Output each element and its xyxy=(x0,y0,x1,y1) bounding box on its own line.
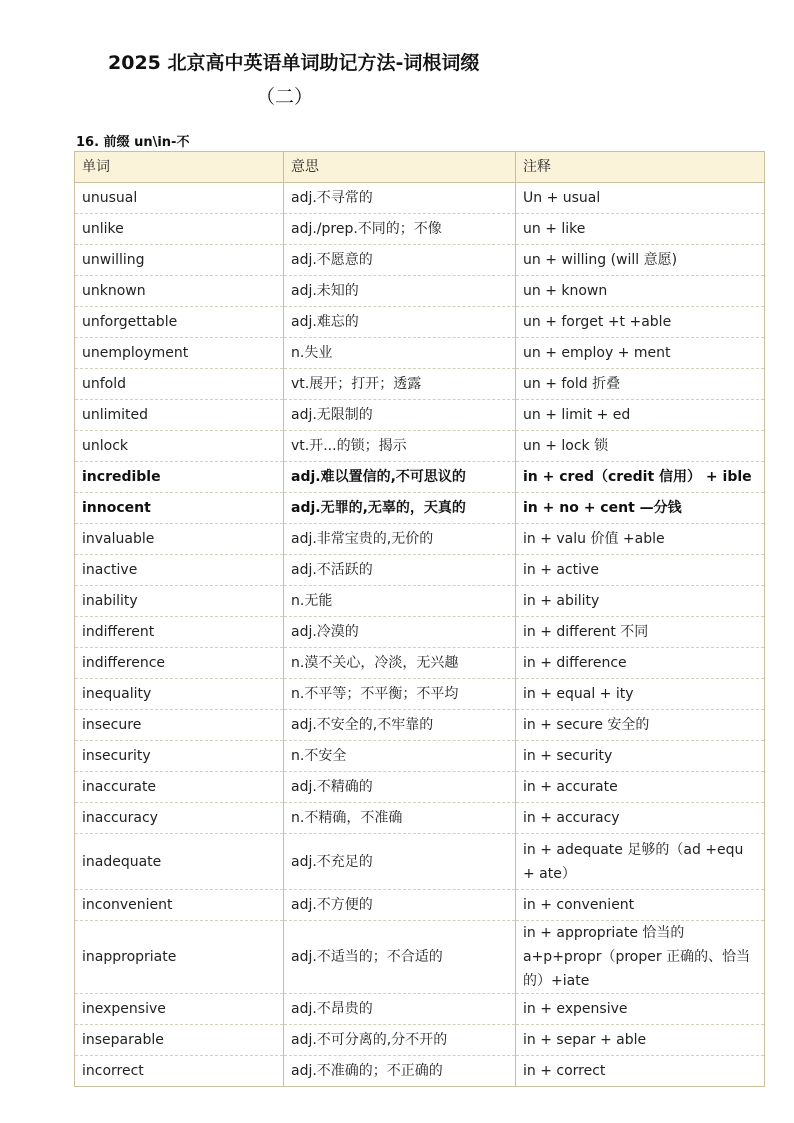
word-cell: unemployment xyxy=(75,338,284,369)
table-row xyxy=(75,679,765,710)
word-cell: indifferent xyxy=(75,617,284,648)
table-row xyxy=(75,921,765,994)
meaning-cell: n.漠不关心，冷淡，无兴趣 xyxy=(284,648,516,679)
meaning-cell: adj.不活跃的 xyxy=(284,555,516,586)
column-header-meaning: 意思 xyxy=(284,152,516,183)
word-cell: unusual xyxy=(75,183,284,214)
table-row xyxy=(75,617,765,648)
word-cell: inequality xyxy=(75,679,284,710)
table-row xyxy=(75,400,765,431)
table-row xyxy=(75,586,765,617)
meaning-cell: adj.难以置信的,不可思议的 xyxy=(284,462,516,493)
word-cell: inconvenient xyxy=(75,890,284,921)
meaning-cell: adj.非常宝贵的,无价的 xyxy=(284,524,516,555)
word-cell: inappropriate xyxy=(75,921,284,994)
meaning-cell: adj.未知的 xyxy=(284,276,516,307)
word-cell: innocent xyxy=(75,493,284,524)
meaning-cell: adj.不准确的；不正确的 xyxy=(284,1056,516,1087)
meaning-cell: adj.无罪的,无辜的，天真的 xyxy=(284,493,516,524)
note-cell: un + willing (will 意愿) xyxy=(516,245,765,276)
meaning-cell: adj.冷漠的 xyxy=(284,617,516,648)
meaning-cell: n.无能 xyxy=(284,586,516,617)
table-row xyxy=(75,524,765,555)
word-cell: incredible xyxy=(75,462,284,493)
note-cell: un + limit + ed xyxy=(516,400,765,431)
page-title: 2025 北京高中英语单词助记方法-词根词缀 xyxy=(108,52,480,74)
note-cell: in + difference xyxy=(516,648,765,679)
word-cell: inactive xyxy=(75,555,284,586)
note-cell: un + forget +t +able xyxy=(516,307,765,338)
word-cell: inaccuracy xyxy=(75,803,284,834)
table-row xyxy=(75,803,765,834)
note-cell: in + secure 安全的 xyxy=(516,710,765,741)
word-cell: unlock xyxy=(75,431,284,462)
meaning-cell: adj.不充足的 xyxy=(284,834,516,890)
note-cell: in + valu 价值 +able xyxy=(516,524,765,555)
table-row xyxy=(75,462,765,493)
column-header-word: 单词 xyxy=(75,152,284,183)
meaning-cell: n.不精确，不准确 xyxy=(284,803,516,834)
table-row xyxy=(75,555,765,586)
table-row xyxy=(75,276,765,307)
note-cell: in + different 不同 xyxy=(516,617,765,648)
note-cell: in + correct xyxy=(516,1056,765,1087)
note-cell: un + known xyxy=(516,276,765,307)
note-cell: in + appropriate 恰当的 a+p+propr（proper 正确的、恰当的）+iate xyxy=(516,921,765,994)
meaning-cell: vt.展开；打开；透露 xyxy=(284,369,516,400)
note-cell: un + lock 锁 xyxy=(516,431,765,462)
table-row xyxy=(75,214,765,245)
note-cell: in + equal + ity xyxy=(516,679,765,710)
note-cell: un + employ + ment xyxy=(516,338,765,369)
meaning-cell: adj./prep.不同的；不像 xyxy=(284,214,516,245)
note-cell: in + no + cent —分钱 xyxy=(516,493,765,524)
page-subtitle: （二） xyxy=(256,86,314,108)
note-cell: in + active xyxy=(516,555,765,586)
word-cell: inadequate xyxy=(75,834,284,890)
note-cell: in + accuracy xyxy=(516,803,765,834)
vocabulary-table xyxy=(74,151,765,1087)
meaning-cell: n.不平等；不平衡；不平均 xyxy=(284,679,516,710)
note-cell: in + accurate xyxy=(516,772,765,803)
table-row xyxy=(75,772,765,803)
word-cell: unlimited xyxy=(75,400,284,431)
table-row xyxy=(75,890,765,921)
table-row xyxy=(75,307,765,338)
word-cell: unforgettable xyxy=(75,307,284,338)
meaning-cell: adj.不昂贵的 xyxy=(284,994,516,1025)
note-cell: in + security xyxy=(516,741,765,772)
note-cell: in + cred（credit 信用） + ible xyxy=(516,462,765,493)
word-cell: unlike xyxy=(75,214,284,245)
word-cell: invaluable xyxy=(75,524,284,555)
meaning-cell: adj.不寻常的 xyxy=(284,183,516,214)
table-row xyxy=(75,245,765,276)
note-cell: Un + usual xyxy=(516,183,765,214)
table-row xyxy=(75,338,765,369)
word-cell: indifference xyxy=(75,648,284,679)
word-cell: inseparable xyxy=(75,1025,284,1056)
table-row xyxy=(75,183,765,214)
note-cell: un + like xyxy=(516,214,765,245)
word-cell: inaccurate xyxy=(75,772,284,803)
table-row xyxy=(75,369,765,400)
meaning-cell: adj.不安全的,不牢靠的 xyxy=(284,710,516,741)
meaning-cell: n.不安全 xyxy=(284,741,516,772)
table-row xyxy=(75,431,765,462)
table-row xyxy=(75,493,765,524)
table-row xyxy=(75,1025,765,1056)
table-row xyxy=(75,741,765,772)
meaning-cell: n.失业 xyxy=(284,338,516,369)
meaning-cell: vt.开...的锁；揭示 xyxy=(284,431,516,462)
table-row xyxy=(75,710,765,741)
note-cell: un + fold 折叠 xyxy=(516,369,765,400)
word-cell: inexpensive xyxy=(75,994,284,1025)
word-cell: inability xyxy=(75,586,284,617)
note-cell: in + ability xyxy=(516,586,765,617)
word-cell: insecure xyxy=(75,710,284,741)
word-cell: unwilling xyxy=(75,245,284,276)
note-cell: in + convenient xyxy=(516,890,765,921)
table-row xyxy=(75,648,765,679)
table-row xyxy=(75,1056,765,1087)
table-header-row xyxy=(75,152,765,183)
table-row xyxy=(75,834,765,890)
table-row xyxy=(75,994,765,1025)
meaning-cell: adj.不适当的；不合适的 xyxy=(284,921,516,994)
meaning-cell: adj.难忘的 xyxy=(284,307,516,338)
meaning-cell: adj.不可分离的,分不开的 xyxy=(284,1025,516,1056)
word-cell: unfold xyxy=(75,369,284,400)
note-cell: in + separ + able xyxy=(516,1025,765,1056)
word-cell: unknown xyxy=(75,276,284,307)
meaning-cell: adj.不精确的 xyxy=(284,772,516,803)
meaning-cell: adj.不方便的 xyxy=(284,890,516,921)
note-cell: in + adequate 足够的（ad +equ + ate） xyxy=(516,834,765,890)
note-cell: in + expensive xyxy=(516,994,765,1025)
section-heading: 16. 前缀 un\in-不 xyxy=(76,135,190,150)
meaning-cell: adj.无限制的 xyxy=(284,400,516,431)
column-header-note: 注释 xyxy=(516,152,765,183)
word-cell: insecurity xyxy=(75,741,284,772)
word-cell: incorrect xyxy=(75,1056,284,1087)
meaning-cell: adj.不愿意的 xyxy=(284,245,516,276)
